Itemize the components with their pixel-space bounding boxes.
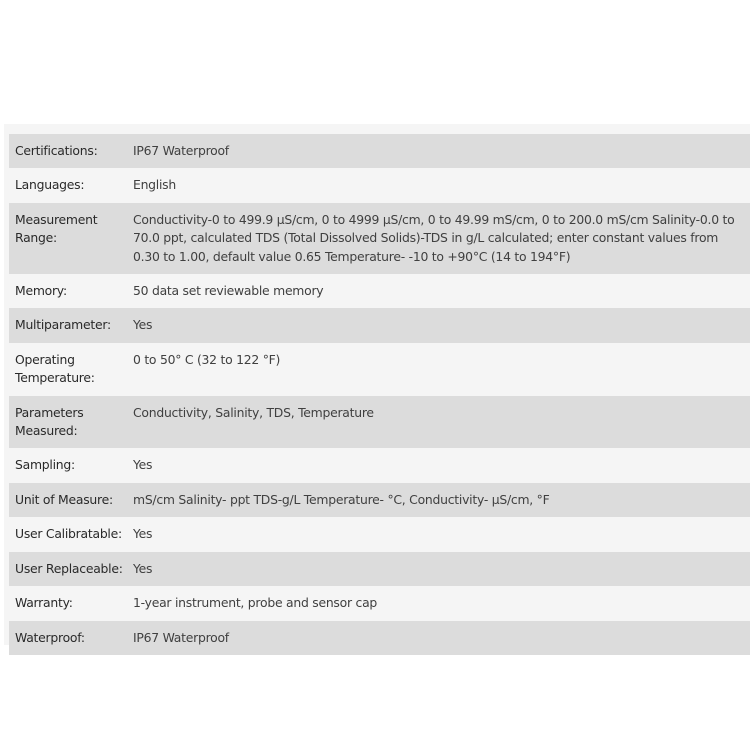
spec-value: Yes [125, 308, 750, 342]
spec-value: English [125, 168, 750, 202]
spec-label: User Replaceable: [9, 552, 125, 586]
spec-row-operating-temperature [9, 343, 750, 396]
spec-row-parameters-measured [9, 396, 750, 449]
spec-label: Multiparameter: [9, 308, 125, 342]
spec-label: Parameters Measured: [9, 396, 125, 449]
spec-value: 50 data set reviewable memory [125, 274, 750, 308]
spec-value: Yes [125, 517, 750, 551]
spec-row-warranty [9, 586, 750, 620]
spec-label: Operating Temperature: [9, 343, 125, 396]
spec-label: Warranty: [9, 586, 125, 620]
spec-label: Measurement Range: [9, 203, 125, 274]
specifications-panel [4, 124, 750, 645]
spec-label: Memory: [9, 274, 125, 308]
spec-label: Unit of Measure: [9, 483, 125, 517]
spec-value: IP67 Waterproof [125, 621, 750, 655]
spec-label: Languages: [9, 168, 125, 202]
spec-row-measurement-range [9, 203, 750, 274]
spec-value: 1-year instrument, probe and sensor cap [125, 586, 750, 620]
spec-value: Conductivity-0 to 499.9 µS/cm, 0 to 4999 µS/cm, 0 to 49.99 mS/cm, 0 to 200.0 mS/cm Salinity-0.0 to 70.0 ppt, calculated TDS (Total Dissolved Solids)-TDS in g/L calculated; enter constant values from 0.30 to 1.00, default value 0.65 Temperature- -10 to +90°C (14 to 194°F) [125, 203, 750, 274]
spec-row-multiparameter [9, 308, 750, 342]
spec-row-user-replaceable [9, 552, 750, 586]
spec-row-languages [9, 168, 750, 202]
spec-row-user-calibratable [9, 517, 750, 551]
spec-value: 0 to 50° C (32 to 122 °F) [125, 343, 750, 396]
spec-value: mS/cm Salinity- ppt TDS-g/L Temperature- °C, Conductivity- µS/cm, °F [125, 483, 750, 517]
spec-value: Yes [125, 552, 750, 586]
spec-label: Certifications: [9, 134, 125, 168]
spec-row-unit-of-measure [9, 483, 750, 517]
spec-row-certifications [9, 134, 750, 168]
spec-value: Conductivity, Salinity, TDS, Temperature [125, 396, 750, 449]
spec-row-memory [9, 274, 750, 308]
spec-label: User Calibratable: [9, 517, 125, 551]
specifications-table [9, 134, 750, 655]
spec-row-waterproof [9, 621, 750, 655]
spec-row-sampling [9, 448, 750, 482]
spec-label: Waterproof: [9, 621, 125, 655]
spec-value: IP67 Waterproof [125, 134, 750, 168]
spec-value: Yes [125, 448, 750, 482]
spec-label: Sampling: [9, 448, 125, 482]
